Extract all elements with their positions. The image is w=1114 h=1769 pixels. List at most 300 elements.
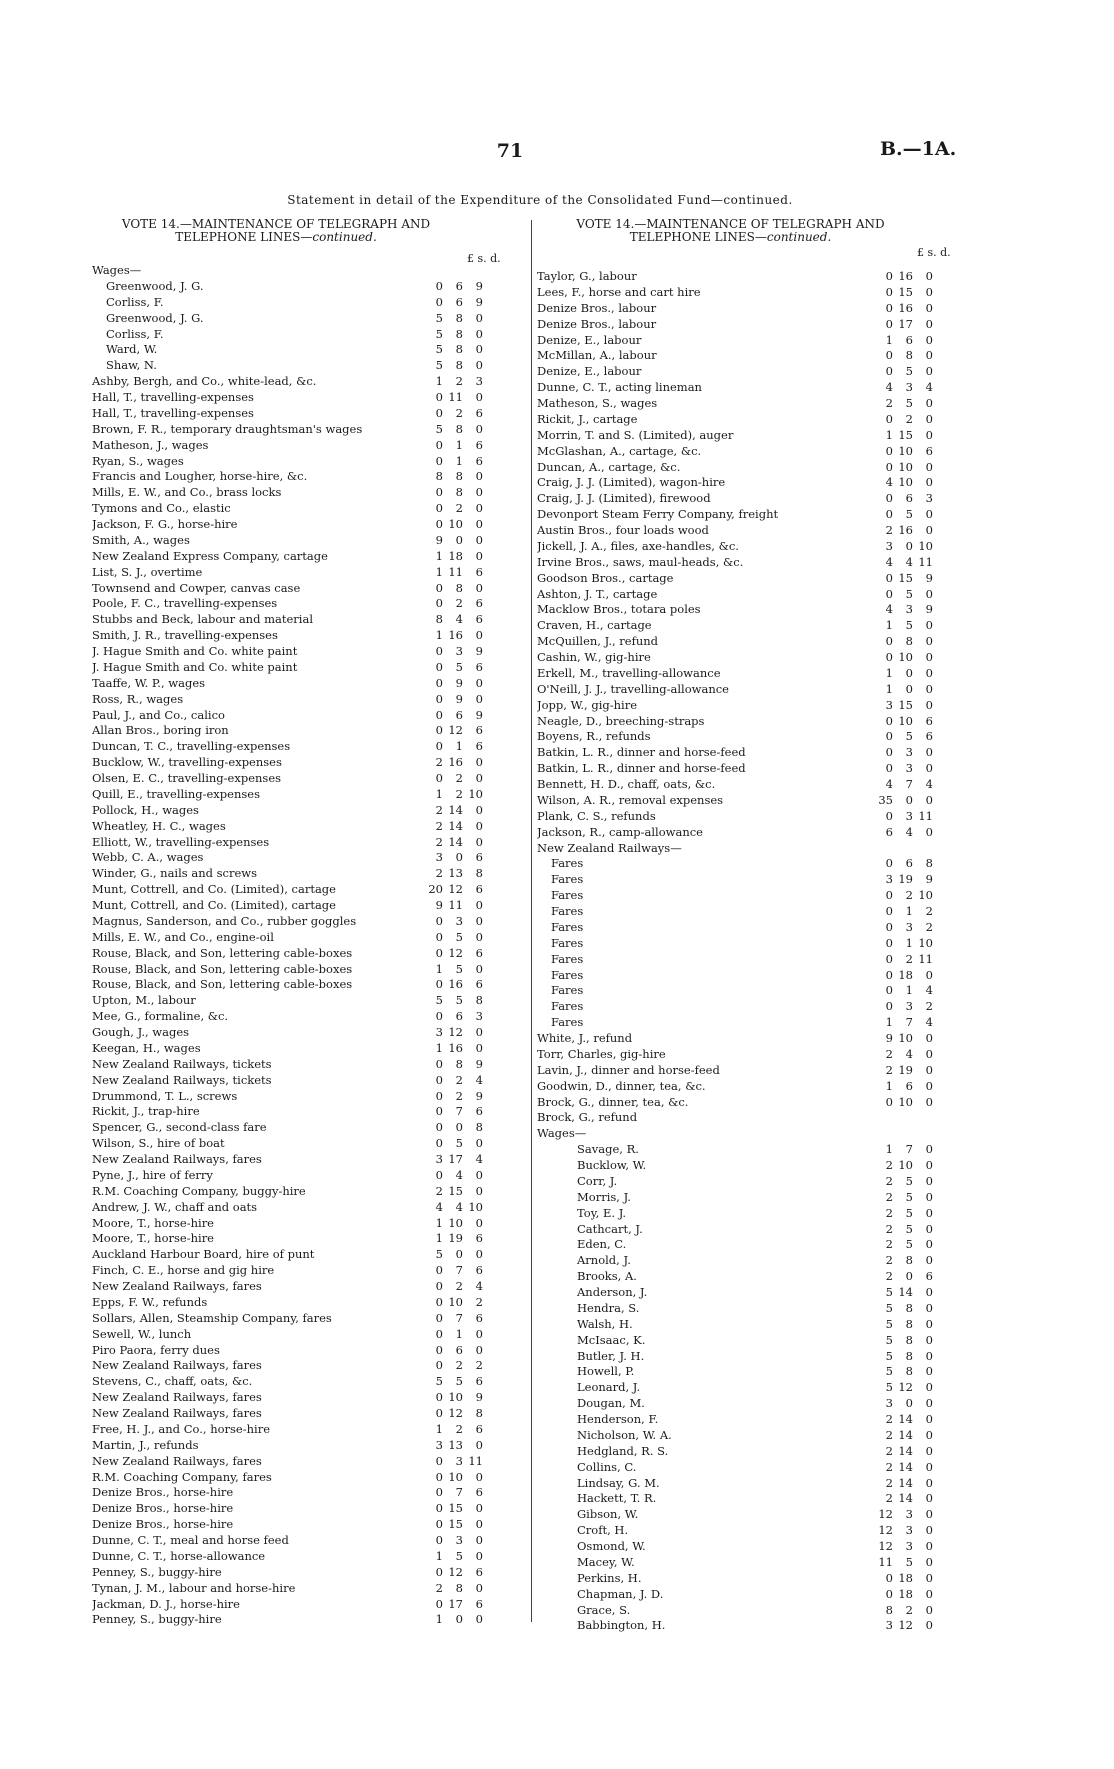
row-description: Sewell, W., lunch bbox=[92, 1326, 192, 1341]
row-description: Piro Paora, ferry dues bbox=[92, 1342, 220, 1357]
row-description: Moore, T., horse-hire bbox=[92, 1215, 214, 1230]
amount-pounds: 3 bbox=[435, 1025, 443, 1039]
row-description: Townsend and Cowper, canvas case bbox=[92, 580, 301, 595]
row-description: Martin, J., refunds bbox=[92, 1437, 199, 1452]
amount-pounds: 0 bbox=[885, 411, 893, 426]
row-description: Paul, J., and Co., calico bbox=[92, 707, 225, 722]
amount-pounds: 1 bbox=[885, 618, 893, 633]
amount-pounds: 1 bbox=[435, 1612, 443, 1627]
amount-pence: 4 bbox=[925, 983, 933, 998]
amount-shillings: 16 bbox=[448, 628, 463, 643]
expenditure-row bbox=[537, 968, 994, 984]
amount-pounds: 4 bbox=[885, 554, 893, 569]
amount-shillings: 15 bbox=[898, 570, 913, 585]
amount-pence: 0 bbox=[475, 1183, 483, 1198]
amount-pounds: 9 bbox=[885, 1031, 893, 1045]
amount-pence: 0 bbox=[925, 1618, 933, 1633]
amount-pence: 9 bbox=[475, 1056, 483, 1071]
row-description: O'Neill, J. J., travelling-allowance bbox=[537, 681, 729, 696]
row-description: Greenwood, J. G. bbox=[106, 278, 204, 293]
amount-pence: 6 bbox=[475, 945, 483, 960]
amount-pence: 6 bbox=[925, 713, 933, 728]
amount-shillings: 18 bbox=[898, 967, 913, 982]
amount-pence: 0 bbox=[475, 1326, 483, 1341]
amount-pounds: 9 bbox=[435, 532, 443, 547]
row-description: Batkin, L. R., dinner and horse-feed bbox=[537, 745, 746, 760]
amount-pence: 0 bbox=[475, 1247, 483, 1262]
row-description: Hall, T., travelling-expenses bbox=[92, 390, 254, 404]
amount-pounds: 0 bbox=[435, 929, 443, 944]
amount-shillings: 3 bbox=[905, 919, 913, 934]
amount-pence: 2 bbox=[925, 904, 933, 918]
amount-pounds: 0 bbox=[435, 691, 443, 706]
amount-pounds: 0 bbox=[435, 739, 443, 754]
amount-shillings: 5 bbox=[455, 1548, 463, 1563]
row-description: Taaffe, W. P., wages bbox=[92, 675, 206, 690]
amount-pounds: 0 bbox=[435, 1056, 443, 1071]
row-description: Denize Bros., labour bbox=[537, 316, 657, 331]
amount-pence: 9 bbox=[475, 644, 483, 658]
amount-pounds: 3 bbox=[885, 1618, 893, 1633]
amount-pounds: 0 bbox=[435, 659, 443, 674]
amount-pence: 0 bbox=[925, 1554, 933, 1569]
amount-pence: 9 bbox=[475, 707, 483, 722]
expenditure-row bbox=[537, 952, 994, 968]
row-description: Rickit, J., trap-hire bbox=[92, 1104, 200, 1119]
expenditure-row bbox=[537, 1460, 994, 1476]
row-description: Dunne, C. T., meal and horse feed bbox=[92, 1533, 289, 1547]
amount-shillings: 5 bbox=[455, 993, 463, 1008]
amount-pounds: 2 bbox=[885, 1443, 893, 1458]
expenditure-row bbox=[92, 1406, 530, 1422]
row-description: Auckland Harbour Board, hire of punt bbox=[92, 1247, 315, 1262]
amount-pence: 0 bbox=[475, 1437, 483, 1452]
amount-shillings: 13 bbox=[448, 1437, 463, 1452]
amount-pounds: 1 bbox=[435, 961, 443, 976]
amount-shillings: 4 bbox=[905, 1046, 913, 1061]
amount-pence: 0 bbox=[925, 1412, 933, 1426]
amount-pence: 0 bbox=[925, 1062, 933, 1077]
expenditure-row bbox=[92, 1374, 530, 1390]
amount-pence: 0 bbox=[475, 1469, 483, 1484]
amount-pence: 0 bbox=[925, 1443, 933, 1458]
row-description: Rouse, Black, and Son, lettering cable-boxes bbox=[92, 977, 353, 992]
expenditure-row bbox=[92, 1390, 530, 1406]
amount-pence: 0 bbox=[475, 929, 483, 944]
row-description: Gough, J., wages bbox=[92, 1025, 190, 1039]
amount-pounds: 0 bbox=[435, 1167, 443, 1182]
amount-pounds: 0 bbox=[885, 348, 893, 363]
expenditure-row bbox=[537, 1396, 994, 1412]
amount-pence: 0 bbox=[925, 1316, 933, 1331]
amount-shillings: 12 bbox=[448, 1406, 463, 1420]
amount-pence: 0 bbox=[925, 586, 933, 601]
amount-pounds: 1 bbox=[885, 665, 893, 680]
amount-shillings: 5 bbox=[905, 618, 913, 633]
amount-pence: 10 bbox=[468, 786, 483, 801]
expenditure-row bbox=[92, 1057, 530, 1073]
amount-pounds: 2 bbox=[435, 834, 443, 849]
amount-shillings: 16 bbox=[898, 523, 913, 537]
amount-shillings: 14 bbox=[448, 818, 463, 833]
row-description: Howell, P. bbox=[577, 1364, 635, 1379]
amount-shillings: 6 bbox=[455, 1342, 463, 1357]
amount-pence: 6 bbox=[475, 453, 483, 468]
expenditure-row bbox=[537, 634, 994, 650]
row-description: Brock, G., dinner, tea, &c. bbox=[537, 1094, 689, 1109]
amount-pence: 6 bbox=[475, 1104, 483, 1119]
row-description: Cathcart, J. bbox=[577, 1221, 643, 1236]
amount-pounds: 3 bbox=[885, 538, 893, 553]
row-description: Jackson, F. G., horse-hire bbox=[92, 517, 238, 531]
row-description: Fares bbox=[551, 967, 584, 982]
expenditure-row bbox=[92, 819, 530, 835]
amount-pence: 0 bbox=[925, 1253, 933, 1268]
left-heading-line1: VOTE 14.—MAINTENANCE OF TELEGRAPH AND bbox=[121, 217, 431, 231]
amount-pounds: 4 bbox=[885, 475, 893, 490]
row-description: New Zealand Railways— bbox=[537, 840, 682, 855]
expenditure-row bbox=[537, 428, 994, 444]
row-description: Fares bbox=[551, 935, 584, 950]
amount-pounds: 2 bbox=[885, 1221, 893, 1236]
expenditure-row bbox=[537, 555, 994, 571]
amount-pounds: 0 bbox=[885, 729, 893, 744]
row-description: R.M. Coaching Company, fares bbox=[92, 1469, 272, 1484]
expenditure-row bbox=[92, 1200, 530, 1216]
amount-pence: 0 bbox=[475, 501, 483, 516]
amount-pounds: 0 bbox=[885, 919, 893, 934]
amount-pounds: 1 bbox=[435, 374, 443, 389]
expenditure-row bbox=[92, 1581, 530, 1597]
amount-shillings: 10 bbox=[448, 1294, 463, 1309]
amount-pounds: 6 bbox=[885, 824, 893, 839]
amount-pounds: 0 bbox=[435, 437, 443, 452]
expenditure-row bbox=[537, 1476, 994, 1492]
amount-pounds: 0 bbox=[885, 967, 893, 982]
expenditure-row bbox=[92, 1454, 530, 1470]
amount-pounds: 0 bbox=[885, 570, 893, 585]
expenditure-row bbox=[92, 263, 530, 279]
row-description: J. Hague Smith and Co. white paint bbox=[92, 644, 298, 658]
row-description: Dougan, M. bbox=[577, 1396, 645, 1411]
expenditure-row bbox=[92, 565, 530, 581]
amount-shillings: 8 bbox=[455, 342, 463, 357]
amount-pounds: 0 bbox=[435, 1104, 443, 1119]
amount-shillings: 14 bbox=[448, 802, 463, 817]
row-description: Goodwin, D., dinner, tea, &c. bbox=[537, 1078, 706, 1093]
row-description: Moore, T., horse-hire bbox=[92, 1231, 214, 1246]
amount-pounds: 0 bbox=[435, 1136, 443, 1151]
expenditure-row bbox=[92, 1216, 530, 1232]
amount-shillings: 14 bbox=[898, 1491, 913, 1506]
amount-pounds: 1 bbox=[885, 427, 893, 442]
row-description: Fares bbox=[551, 951, 584, 966]
amount-pence: 8 bbox=[475, 1406, 483, 1420]
expenditure-row bbox=[92, 1343, 530, 1359]
amount-pence: 0 bbox=[475, 548, 483, 563]
amount-pence: 0 bbox=[925, 1221, 933, 1236]
expenditure-row bbox=[537, 1364, 994, 1380]
amount-pence: 0 bbox=[925, 1078, 933, 1093]
amount-pounds: 5 bbox=[885, 1380, 893, 1395]
amount-pounds: 0 bbox=[435, 1120, 443, 1135]
expenditure-row bbox=[537, 1047, 994, 1063]
amount-pounds: 0 bbox=[435, 1517, 443, 1532]
amount-pounds: 5 bbox=[435, 358, 443, 373]
amount-pounds: 0 bbox=[885, 1570, 893, 1585]
amount-pounds: 0 bbox=[435, 1310, 443, 1325]
row-description: Pollock, H., wages bbox=[92, 802, 199, 817]
right-heading-line1: VOTE 14.—MAINTENANCE OF TELEGRAPH AND bbox=[576, 217, 885, 231]
expenditure-row bbox=[92, 485, 530, 501]
amount-pence: 10 bbox=[918, 935, 933, 950]
row-description: New Zealand Railways, tickets bbox=[92, 1072, 272, 1087]
amount-pence: 0 bbox=[925, 824, 933, 839]
amount-shillings: 6 bbox=[455, 707, 463, 722]
amount-pounds: 0 bbox=[435, 1406, 443, 1420]
amount-shillings: 14 bbox=[898, 1285, 913, 1299]
amount-shillings: 7 bbox=[905, 1015, 913, 1030]
amount-shillings: 3 bbox=[905, 1523, 913, 1538]
left-expenditure-list bbox=[92, 263, 530, 1628]
amount-pence: 6 bbox=[925, 443, 933, 458]
amount-pence: 6 bbox=[925, 1269, 933, 1284]
amount-shillings: 7 bbox=[455, 1104, 463, 1119]
amount-pence: 0 bbox=[925, 1491, 933, 1506]
expenditure-row bbox=[92, 596, 530, 612]
expenditure-row bbox=[92, 882, 530, 898]
amount-pence: 0 bbox=[925, 1586, 933, 1601]
amount-pence: 4 bbox=[925, 777, 933, 791]
amount-pounds: 3 bbox=[885, 697, 893, 712]
expenditure-row bbox=[92, 993, 530, 1009]
row-description: Lavin, J., dinner and horse-feed bbox=[537, 1062, 720, 1077]
amount-shillings: 5 bbox=[905, 1189, 913, 1204]
statement-title: Statement in detail of the Expenditure of the Consolidated Fund—continued. bbox=[287, 193, 793, 207]
row-description: Savage, R. bbox=[577, 1142, 639, 1157]
row-description: Fares bbox=[551, 872, 584, 887]
expenditure-row bbox=[537, 1285, 994, 1301]
amount-pounds: 0 bbox=[885, 951, 893, 966]
expenditure-row bbox=[537, 587, 994, 603]
row-description: Brock, G., refund bbox=[537, 1110, 638, 1125]
row-description: White, J., refund bbox=[537, 1031, 633, 1045]
row-description: Boyens, R., refunds bbox=[537, 729, 651, 744]
amount-shillings: 16 bbox=[448, 755, 463, 770]
amount-pounds: 0 bbox=[435, 771, 443, 785]
amount-pence: 0 bbox=[475, 1548, 483, 1563]
expenditure-row bbox=[92, 1311, 530, 1327]
expenditure-row bbox=[537, 983, 994, 999]
amount-pence: 6 bbox=[475, 977, 483, 992]
amount-pence: 0 bbox=[475, 1040, 483, 1055]
row-description: Matheson, J., wages bbox=[92, 437, 209, 452]
amount-shillings: 3 bbox=[905, 745, 913, 760]
amount-shillings: 17 bbox=[448, 1596, 463, 1611]
amount-pence: 6 bbox=[475, 1310, 483, 1325]
row-description: Croft, H. bbox=[577, 1523, 629, 1538]
row-description: Rouse, Black, and Son, lettering cable-boxes bbox=[92, 945, 353, 960]
amount-pence: 0 bbox=[925, 1348, 933, 1363]
amount-pounds: 0 bbox=[885, 999, 893, 1014]
expenditure-row bbox=[92, 835, 530, 851]
amount-shillings: 4 bbox=[455, 612, 463, 627]
amount-shillings: 19 bbox=[898, 1062, 913, 1077]
amount-shillings: 6 bbox=[905, 856, 913, 871]
amount-shillings: 12 bbox=[898, 1380, 913, 1395]
amount-pounds: 0 bbox=[435, 913, 443, 928]
amount-pounds: 0 bbox=[435, 1533, 443, 1547]
amount-shillings: 2 bbox=[455, 501, 463, 516]
amount-pounds: 0 bbox=[885, 300, 893, 315]
row-description: Keegan, H., wages bbox=[92, 1040, 201, 1055]
amount-shillings: 3 bbox=[905, 761, 913, 776]
amount-pounds: 5 bbox=[435, 421, 443, 436]
right-column bbox=[537, 217, 994, 1633]
amount-shillings: 8 bbox=[455, 1580, 463, 1595]
row-description: Wages— bbox=[537, 1126, 587, 1141]
amount-pence: 6 bbox=[475, 1421, 483, 1436]
amount-pounds: 0 bbox=[885, 269, 893, 283]
amount-shillings: 5 bbox=[905, 729, 913, 744]
row-description: Morris, J. bbox=[577, 1189, 631, 1204]
amount-pounds: 8 bbox=[435, 612, 443, 627]
expenditure-row bbox=[537, 698, 994, 714]
amount-pence: 6 bbox=[475, 1596, 483, 1611]
amount-pounds: 9 bbox=[435, 898, 443, 912]
amount-pounds: 0 bbox=[885, 491, 893, 506]
amount-shillings: 5 bbox=[905, 364, 913, 379]
amount-pence: 0 bbox=[475, 675, 483, 690]
amount-pounds: 3 bbox=[435, 1437, 443, 1452]
amount-pence: 0 bbox=[475, 1533, 483, 1547]
expenditure-row bbox=[537, 1253, 994, 1269]
amount-pounds: 2 bbox=[435, 755, 443, 770]
row-description: Plank, C. S., refunds bbox=[537, 808, 656, 823]
row-description: Andrew, J. W., chaff and oats bbox=[92, 1199, 258, 1214]
expenditure-row bbox=[92, 422, 530, 438]
amount-pounds: 2 bbox=[435, 818, 443, 833]
amount-pounds: 2 bbox=[885, 396, 893, 410]
amount-pounds: 1 bbox=[435, 1040, 443, 1055]
amount-pence: 0 bbox=[925, 348, 933, 363]
expenditure-row bbox=[92, 644, 530, 660]
expenditure-row bbox=[537, 1349, 994, 1365]
row-description: Ward, W. bbox=[106, 342, 158, 357]
amount-shillings: 3 bbox=[905, 602, 913, 617]
amount-pence: 0 bbox=[475, 1215, 483, 1230]
row-description: Morrin, T. and S. (Limited), auger bbox=[537, 427, 734, 442]
amount-pounds: 5 bbox=[435, 326, 443, 341]
row-description: Henderson, F. bbox=[577, 1412, 659, 1426]
amount-pence: 0 bbox=[925, 1380, 933, 1395]
amount-shillings: 0 bbox=[905, 792, 913, 807]
expenditure-row bbox=[92, 1120, 530, 1136]
amount-pence: 0 bbox=[475, 771, 483, 785]
amount-pence: 9 bbox=[475, 294, 483, 309]
amount-shillings: 5 bbox=[905, 507, 913, 522]
amount-pence: 3 bbox=[925, 491, 933, 506]
amount-pounds: 2 bbox=[435, 1183, 443, 1198]
amount-pence: 10 bbox=[918, 538, 933, 553]
amount-pence: 0 bbox=[925, 507, 933, 522]
expenditure-row bbox=[92, 1549, 530, 1565]
row-description: Winder, G., nails and screws bbox=[92, 866, 258, 881]
row-description: New Zealand Railways, tickets bbox=[92, 1056, 272, 1071]
amount-shillings: 7 bbox=[455, 1485, 463, 1500]
amount-pounds: 2 bbox=[885, 1173, 893, 1188]
amount-shillings: 0 bbox=[455, 850, 463, 865]
row-description: Osmond, W. bbox=[577, 1539, 646, 1553]
expenditure-row bbox=[537, 269, 994, 285]
amount-pounds: 0 bbox=[435, 405, 443, 420]
amount-pounds: 8 bbox=[885, 1602, 893, 1617]
expenditure-row bbox=[92, 1247, 530, 1263]
row-description: Wages— bbox=[92, 263, 142, 277]
amount-shillings: 2 bbox=[455, 771, 463, 785]
amount-shillings: 15 bbox=[898, 427, 913, 442]
amount-pounds: 12 bbox=[878, 1539, 893, 1553]
row-description: Corr, J. bbox=[577, 1173, 618, 1188]
amount-shillings: 2 bbox=[455, 1088, 463, 1103]
expenditure-row bbox=[92, 1279, 530, 1295]
row-description: Mills, E. W., and Co., brass locks bbox=[92, 485, 282, 500]
expenditure-row bbox=[537, 745, 994, 761]
expenditure-row bbox=[537, 444, 994, 460]
amount-pounds: 0 bbox=[885, 761, 893, 776]
amount-shillings: 3 bbox=[905, 380, 913, 395]
amount-pence: 0 bbox=[925, 364, 933, 379]
row-description: Brown, F. R., temporary draughtsman's wages bbox=[92, 421, 363, 436]
amount-pounds: 0 bbox=[435, 707, 443, 722]
amount-pence: 6 bbox=[475, 723, 483, 738]
row-description: Fares bbox=[551, 904, 584, 918]
row-description: Rickit, J., cartage bbox=[537, 411, 638, 426]
amount-pounds: 2 bbox=[885, 1237, 893, 1252]
expenditure-row bbox=[92, 914, 530, 930]
amount-pounds: 0 bbox=[885, 364, 893, 379]
amount-pence: 0 bbox=[925, 1539, 933, 1553]
amount-pounds: 5 bbox=[885, 1364, 893, 1379]
expenditure-row bbox=[92, 803, 530, 819]
expenditure-row bbox=[537, 539, 994, 555]
amount-shillings: 8 bbox=[455, 580, 463, 595]
amount-pence: 11 bbox=[918, 554, 933, 569]
row-description: Chapman, J. D. bbox=[577, 1586, 664, 1601]
page-number: 71 bbox=[496, 140, 524, 162]
amount-pounds: 0 bbox=[435, 580, 443, 595]
row-description: Fares bbox=[551, 999, 584, 1014]
amount-pounds: 0 bbox=[435, 596, 443, 611]
expenditure-row bbox=[92, 755, 530, 771]
row-description: Corliss, F. bbox=[106, 294, 164, 309]
expenditure-row bbox=[537, 856, 994, 872]
amount-pence: 0 bbox=[925, 681, 933, 696]
amount-shillings: 16 bbox=[898, 269, 913, 283]
amount-shillings: 8 bbox=[455, 310, 463, 325]
amount-pence: 0 bbox=[475, 517, 483, 531]
amount-pence: 0 bbox=[475, 1136, 483, 1151]
row-description: Penney, S., buggy-hire bbox=[92, 1564, 222, 1579]
amount-pence: 9 bbox=[925, 602, 933, 617]
amount-pence: 6 bbox=[475, 405, 483, 420]
amount-pounds: 5 bbox=[435, 1374, 443, 1389]
amount-shillings: 8 bbox=[905, 1253, 913, 1268]
amount-shillings: 14 bbox=[898, 1412, 913, 1426]
amount-pence: 6 bbox=[475, 1564, 483, 1579]
amount-pence: 9 bbox=[475, 1088, 483, 1103]
expenditure-row bbox=[92, 1263, 530, 1279]
